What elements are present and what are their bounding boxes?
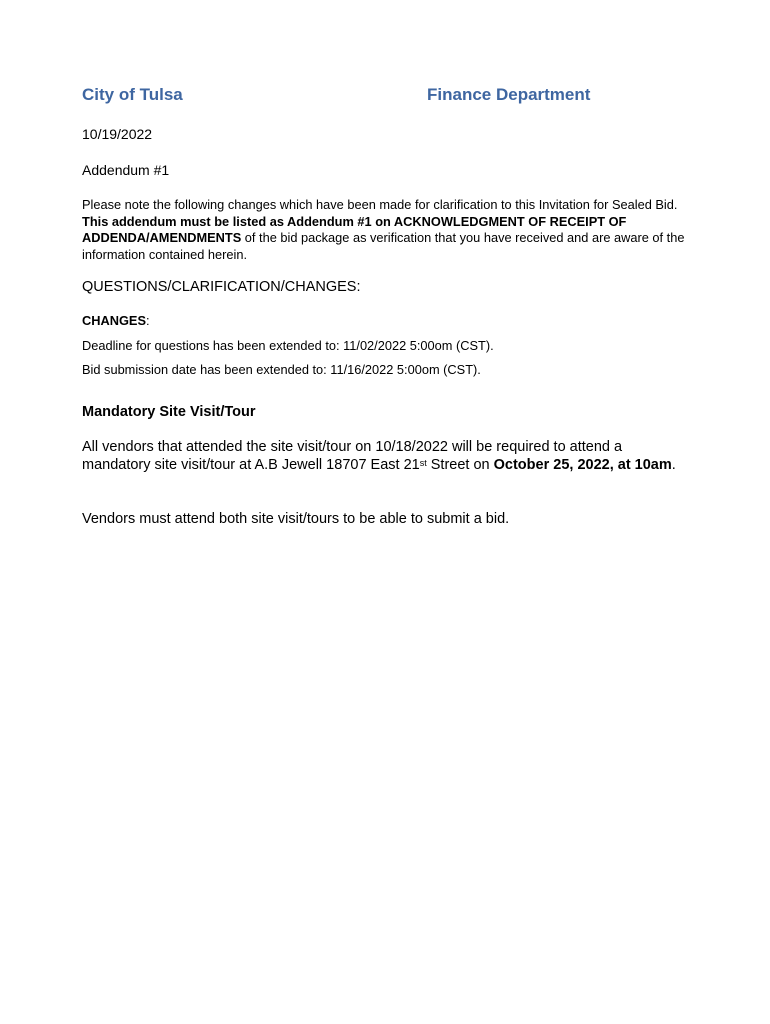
site-visit-date: October 25, 2022, at 10am — [493, 457, 672, 473]
section-heading: QUESTIONS/CLARIFICATION/CHANGES: — [82, 279, 361, 295]
site-visit-text-2: Street on — [426, 457, 494, 473]
site-visit-body — [82, 438, 682, 474]
site-visit-end: . — [671, 457, 676, 473]
site-visit-heading: Mandatory Site Visit/Tour — [82, 404, 256, 420]
notice-intro: Please note the following changes which have been made for clarification to this Invitation for Sealed Bid. — [82, 197, 678, 212]
changes-label-suffix: : — [146, 313, 150, 328]
change-item: Bid submission date has been extended to: 11/16/2022 5:00om (CST). — [82, 362, 481, 377]
city-name: City of Tulsa — [82, 85, 183, 104]
site-visit-text: All vendors that attended the site visit/tour on 10/18/2022 will be required to attend a mandatory site visit/tour at A.B Jewell 18707 East 21 — [82, 439, 623, 473]
department-name: Finance Department — [427, 85, 591, 104]
changes-label — [82, 313, 150, 328]
change-item: Deadline for questions has been extended to: 11/02/2022 5:00om (CST). — [82, 338, 494, 353]
addendum-title: Addendum #1 — [82, 162, 170, 178]
ordinal-suffix: st — [419, 458, 427, 468]
notice-outro: of the bid package as verification that you have received and are aware of the information contained herein. — [82, 230, 685, 262]
notice-paragraph — [82, 197, 694, 263]
notice-bold: This addendum must be listed as Addendum #1 on ACKNOWLEDGMENT OF RECEIPT OF ADDENDA/AMENDMENTS — [82, 213, 627, 246]
document-date: 10/19/2022 — [82, 126, 153, 142]
changes-label-text: CHANGES — [82, 313, 146, 328]
closing-statement: Vendors must attend both site visit/tours to be able to submit a bid. — [82, 511, 510, 527]
